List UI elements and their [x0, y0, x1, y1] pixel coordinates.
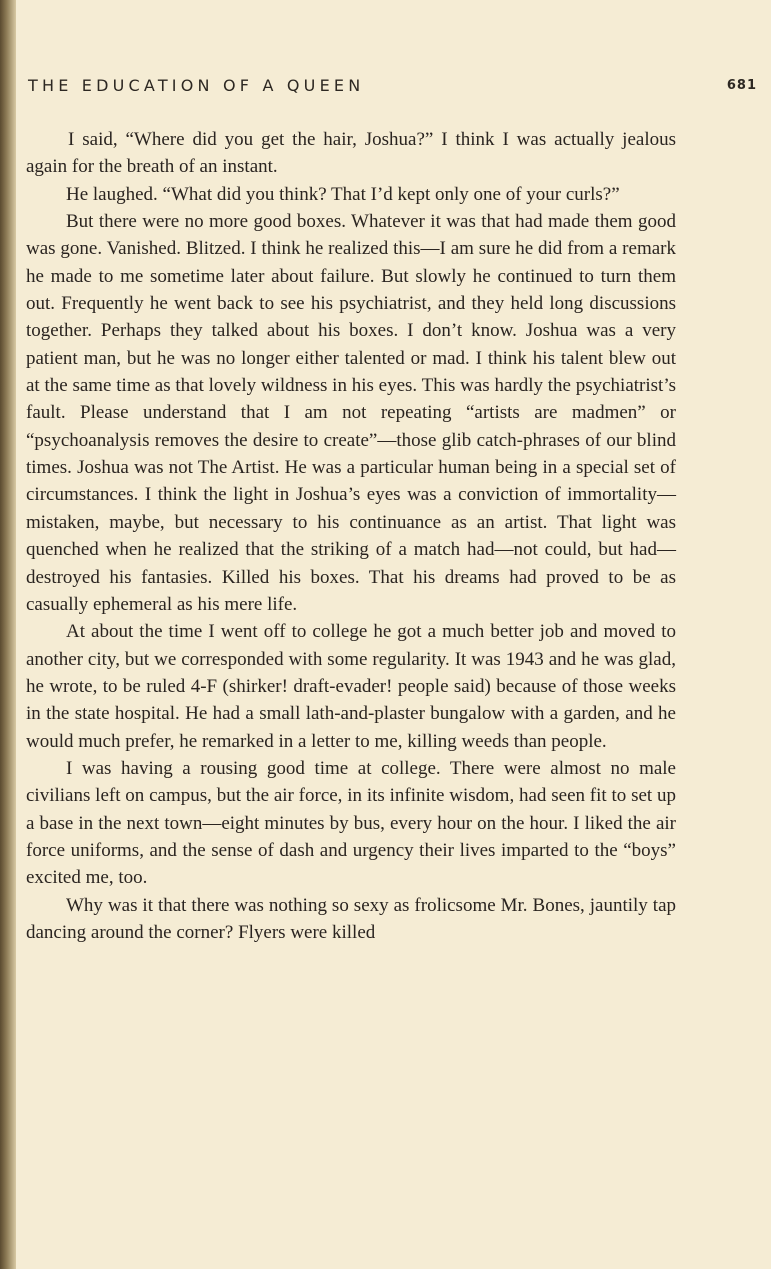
book-page: [22, 0, 757, 1269]
paragraph: I was having a rousing good time at college. There were almost no male civilians left on campus, but the air force, in its infinite wisdom, had seen fit to set up a base in the next town—eight minutes by bus, every hour on the hour. I liked the air force uniforms, and the sense of dash and urgency their lives imparted to the “boys” excited me, too.: [26, 757, 676, 889]
paragraph: He laughed. “What did you think? That I’d kept only one of your curls?”: [66, 183, 620, 205]
body-text: [26, 126, 676, 946]
page-number: 681: [726, 78, 757, 93]
running-head: [22, 76, 757, 100]
page-gutter-shadow: [0, 0, 16, 1269]
paragraph: But there were no more good boxes. Whatever it was that had made them good was gone. Vanished. Blitzed. I think he realized this—I am sure he did from a remark he made to me sometime later about failure. But slowly he continued to turn them out. Frequently he went back to see his psychiatrist, and they held long discussions together. Perhaps they talked about his boxes. I don’t know. Joshua was a very patient man, but he was no longer either talented or mad. I think his talent blew out at the same time as that lovely wildness in his eyes. This was hardly the psychiatrist’s fault. Please understand that I am not repeating “artists are madmen” or “psychoanalysis removes the desire to create”—those glib catch-phrases of our blind times. Joshua was not The Artist. He was a particular human being in a special set of circumstances. I think the light in Joshua’s eyes was a conviction of immortality—mistaken, maybe, but necessary to his continuance as an artist. That light was quenched when he realized that the striking of a match had—not could, but had—destroyed his fantasies. Killed his boxes. That his dreams had proved to be as casually ephemeral as his mere life.: [26, 211, 676, 615]
paragraph: At about the time I went off to college he got a much better job and moved to another city, but we corresponded with some regularity. It was 1943 and he was glad, he wrote, to be ruled 4-F (shirker! draft-evader! people said) because of those weeks in the state hospital. He had a small lath-and-plaster bungalow with a garden, and he would much prefer, he remarked in a letter to me, killing weeds than people.: [26, 621, 676, 752]
running-head-title: THE EDUCATION OF A QUEEN: [28, 76, 365, 95]
paragraph: I said, “Where did you get the hair, Joshua?” I think I was actually jealous again for the breath of an instant.: [26, 129, 676, 178]
paragraph: Why was it that there was nothing so sexy as frolicsome Mr. Bones, jauntily tap dancing around the corner? Flyers were killed: [26, 894, 676, 943]
